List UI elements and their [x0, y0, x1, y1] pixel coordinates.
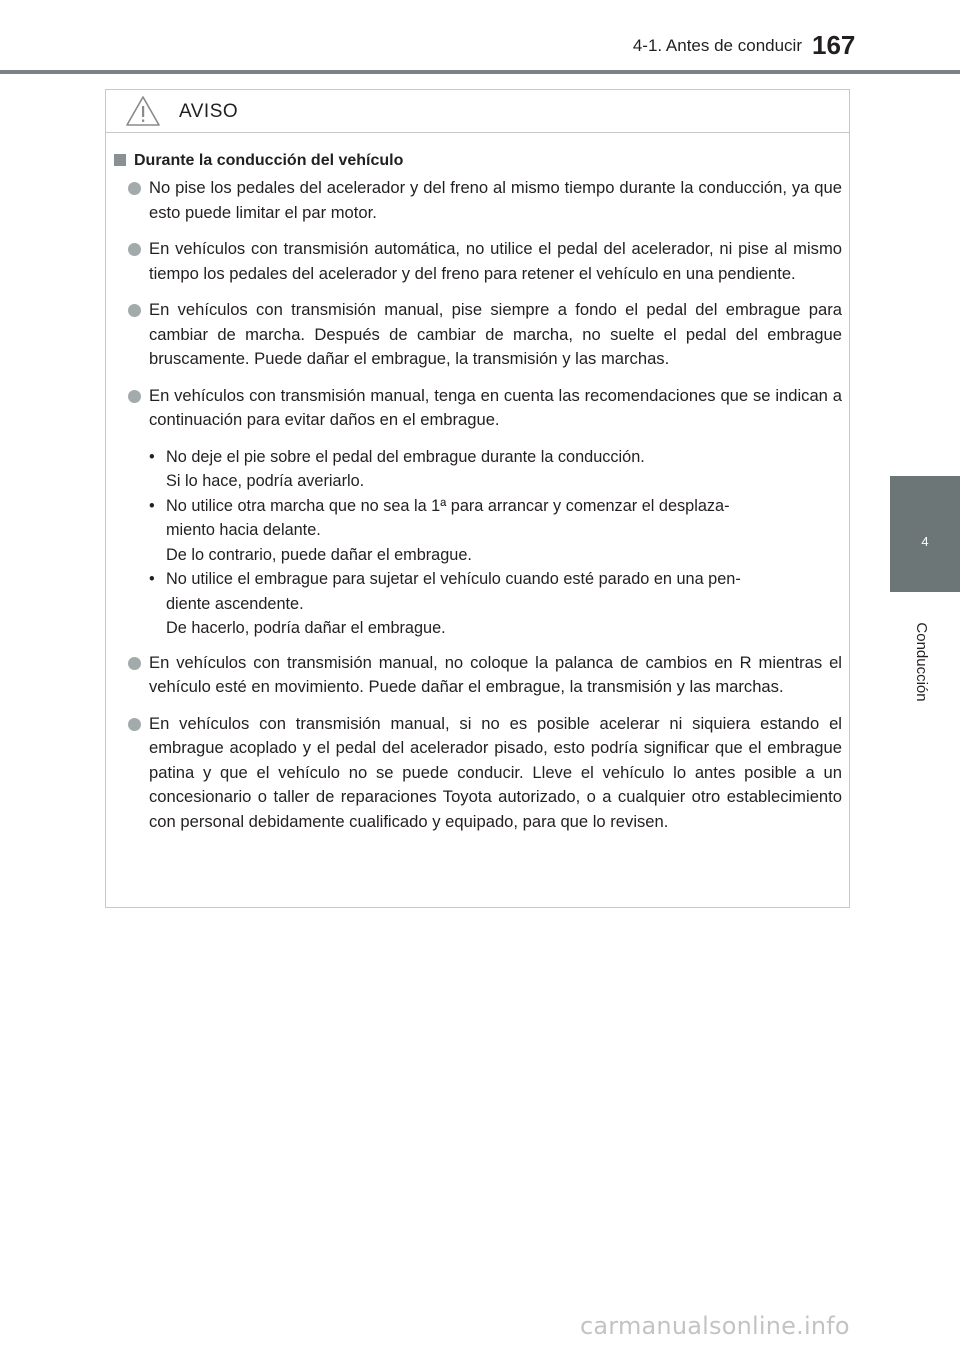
circle-bullet-icon — [128, 390, 141, 403]
chapter-number: 4 — [921, 534, 929, 549]
chapter-tab — [890, 476, 960, 592]
sub-list-item — [149, 494, 842, 568]
square-bullet-icon — [114, 154, 126, 166]
section-header: 4-1. Antes de conducir — [632, 36, 802, 55]
sub-list-item — [149, 567, 842, 641]
sub-item-line: De lo contrario, puede dañar el embrague. — [166, 545, 472, 564]
list-item-text: En vehículos con transmisión manual, tenga en cuenta las recomendaciones que se indican a continuación para evitar daños en el embrague. — [149, 385, 842, 429]
list-item-text: En vehículos con transmisión manual, no coloque la palanca de cambios en R mientras el vehículo esté en movimiento. Puede dañar el embrague, la transmisión y las marchas. — [149, 652, 842, 696]
sub-list — [149, 445, 842, 641]
list-item — [128, 651, 842, 700]
list-item — [128, 298, 842, 372]
warning-triangle-icon — [125, 95, 161, 127]
section-title — [114, 152, 403, 170]
dot-bullet-icon: • — [149, 570, 155, 588]
warning-box — [105, 89, 850, 908]
circle-bullet-icon — [128, 243, 141, 256]
circle-bullet-icon — [128, 304, 141, 317]
sub-item-line: Si lo hace, podría averiarlo. — [166, 472, 365, 490]
list-item-text: En vehículos con transmisión manual, pise siempre a fondo el pedal del embrague para cambiar de marcha. Después de cambiar de marcha, no suelte el pedal del embrague bruscamente. Puede dañar el embrague, la transmisión y las marchas. — [149, 300, 842, 368]
circle-bullet-icon — [128, 182, 141, 195]
warning-header — [106, 90, 849, 133]
chapter-label: Conducción — [913, 622, 930, 702]
sub-item-line: miento hacia delante. — [166, 521, 321, 539]
circle-bullet-icon — [128, 718, 141, 731]
bullet-list — [128, 176, 842, 846]
dot-bullet-icon: • — [149, 447, 155, 466]
header-divider — [0, 70, 960, 74]
section-title-text: Durante la conducción del vehículo — [134, 152, 404, 169]
list-item-text: En vehículos con transmisión manual, si no es posible acelerar ni siquiera estando el embrague acoplado y el pedal del acelerador pisado, esto podría significar que el embrague patina y que el vehículo no se puede conducir. Lleve el vehículo lo antes posible a un concesionario o taller de reparaciones Toyota autorizado, o a cualquier otro establecimiento con personal debidamente cualificado y equipado, para que lo revisen. — [149, 713, 842, 831]
list-item-text: No pise los pedales del acelerador y del freno al mismo tiempo durante la conducción, ya que esto puede limitar el par motor. — [149, 178, 842, 222]
watermark: carmanualsonline.info — [580, 1312, 850, 1340]
page-number: 167 — [812, 30, 856, 60]
list-item-text: En vehículos con transmisión automática, no utilice el pedal del acelerador, ni pise al mismo tiempo los pedales del acelerador y del freno para retener el vehículo en una pendiente. — [149, 239, 842, 283]
list-item — [128, 712, 842, 835]
sub-item-line: No utilice el embrague para sujetar el vehículo cuando esté parado en una pen- — [166, 570, 741, 588]
list-item — [128, 176, 842, 225]
dot-bullet-icon: • — [149, 496, 155, 515]
warning-title: AVISO — [179, 101, 239, 122]
sub-item-line: No deje el pie sobre el pedal del embrague durante la conducción. — [166, 447, 645, 466]
list-item — [128, 384, 842, 433]
list-item — [128, 237, 842, 286]
sub-item-line: De hacerlo, podría dañar el embrague. — [166, 619, 446, 637]
circle-bullet-icon — [128, 657, 141, 670]
sub-list-item — [149, 445, 842, 494]
sub-item-line: diente ascendente. — [166, 594, 304, 613]
sub-item-line: No utilice otra marcha que no sea la 1ª para arrancar y comenzar el desplaza- — [166, 496, 730, 515]
